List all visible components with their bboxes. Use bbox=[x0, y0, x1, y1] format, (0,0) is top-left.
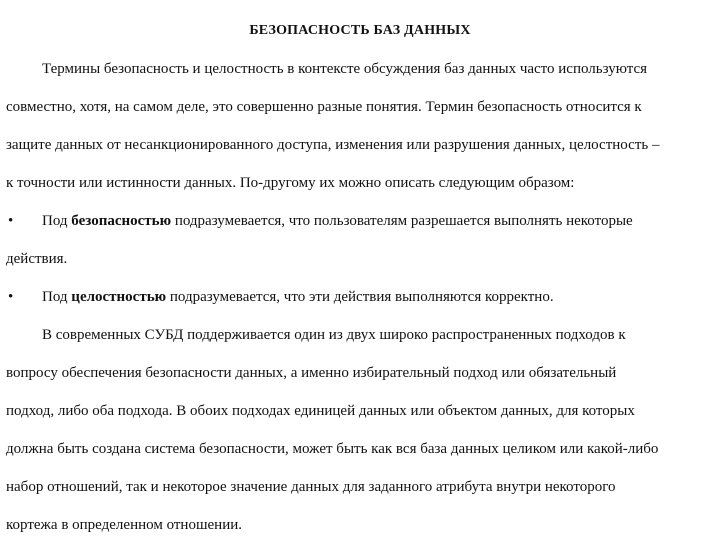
bullet-2-prefix: Под bbox=[42, 289, 72, 305]
paragraph-2-line-2: вопросу обеспечения безопасности данных, а именно избирательный подход или обязательный bbox=[6, 365, 617, 381]
bullet-1-term: безопасностью bbox=[71, 213, 172, 229]
bullet-marker-1: • bbox=[8, 213, 14, 229]
bullet-1-continuation: действия. bbox=[6, 251, 68, 267]
paragraph-2-line-1: В современных СУБД поддерживается один из двух широко распространенных подходов к bbox=[42, 327, 626, 343]
paragraph-2-line-4: должна быть создана система безопасности, может быть как вся база данных целиком или какой-либо bbox=[6, 441, 659, 457]
bullet-2-text: подразумевается, что эти действия выполняются корректно. bbox=[166, 289, 554, 305]
bullet-1-text: подразумевается, что пользователям разрешается выполнять некоторые bbox=[171, 213, 633, 229]
paragraph-1-line-3: защите данных от несанкционированного доступа, изменения или разрушения данных, целостность – bbox=[6, 137, 660, 153]
bullet-1-prefix: Под bbox=[42, 213, 72, 229]
paragraph-1-line-2: совместно, хотя, на самом деле, это совершенно разные понятия. Термин безопасность относится к bbox=[6, 99, 642, 115]
paragraph-1-line-1: Термины безопасность и целостность в контексте обсуждения баз данных часто используются bbox=[42, 61, 648, 77]
bullet-2-term: целостностью bbox=[71, 289, 167, 305]
bullet-item-1 bbox=[42, 212, 633, 230]
paragraph-2-line-6: кортежа в определенном отношении. bbox=[6, 517, 243, 533]
document-title: БЕЗОПАСНОСТЬ БАЗ ДАННЫХ bbox=[249, 23, 471, 38]
bullet-marker-2: • bbox=[8, 289, 14, 305]
bullet-item-2 bbox=[42, 288, 554, 306]
paragraph-2-line-5: набор отношений, так и некоторое значение данных для заданного атрибута внутри некоторого bbox=[6, 479, 616, 495]
paragraph-1-line-4: к точности или истинности данных. По-другому их можно описать следующим образом: bbox=[6, 175, 575, 191]
paragraph-2-line-3: подход, либо оба подхода. В обоих подходах единицей данных или объектом данных, для которых bbox=[6, 403, 635, 419]
